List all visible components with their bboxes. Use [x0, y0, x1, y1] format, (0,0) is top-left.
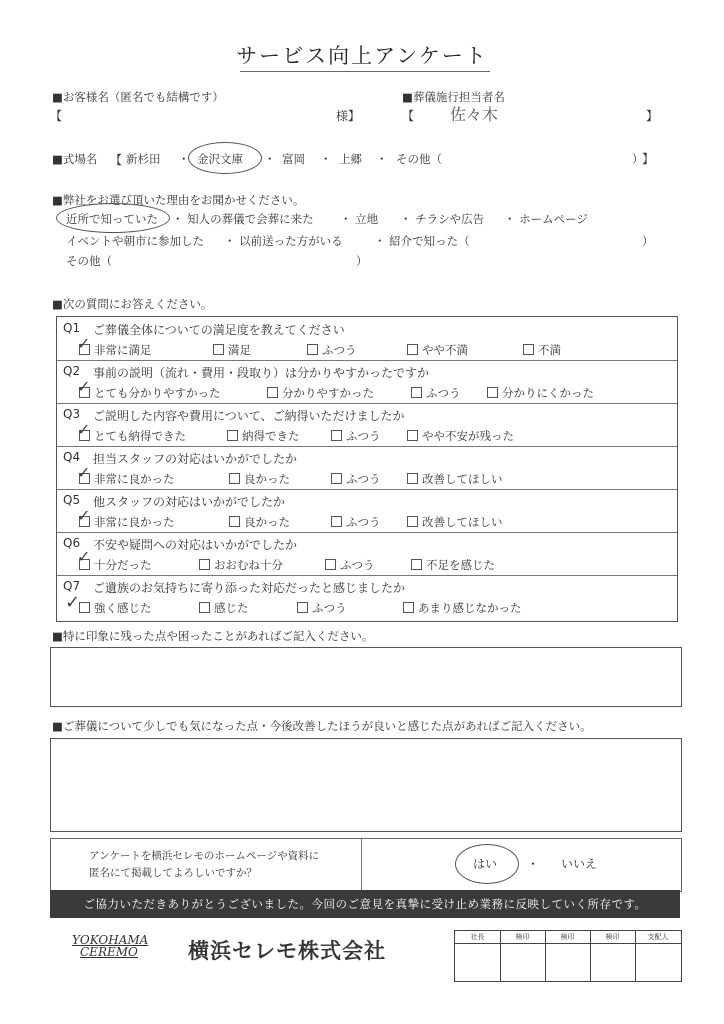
check-mark-icon: ✓: [65, 592, 81, 613]
impression-textarea[interactable]: [50, 647, 682, 707]
question-text: ご説明した内容や費用について、ご納得いただけましたか: [93, 409, 405, 423]
customer-name-suffix: 様】: [336, 109, 361, 123]
thanks-banner: ご協力いただきありがとうございました。今回のご意見を真摯に受け止め業務に反映していく所存です。: [50, 890, 680, 918]
logo-text-line1: YOKOHAMA: [72, 933, 149, 947]
stamp-header: 社長: [455, 931, 500, 944]
consent-no[interactable]: いいえ: [561, 857, 598, 871]
stamp-header: 検印: [545, 931, 590, 944]
q6-option-4[interactable]: 不足を感じた: [411, 557, 495, 573]
logo-text-line2: CEREMO: [80, 945, 138, 959]
question-text: 他スタッフの対応はいかがでしたか: [93, 495, 286, 509]
q2-option-4[interactable]: 分かりにくかった: [487, 385, 594, 401]
staff-name-open: 【: [402, 109, 415, 123]
row-divider: [57, 360, 677, 361]
venue-separator: ・: [320, 152, 332, 166]
title-underline: [240, 71, 490, 72]
consent-question-line2: 匿名にて掲載してよろしいですか？: [89, 867, 257, 879]
checkbox[interactable]: [229, 516, 240, 527]
question-number: Q1: [63, 321, 81, 335]
checkbox[interactable]: [199, 559, 210, 570]
q4-option-3[interactable]: ふつう: [331, 471, 381, 487]
venue-close: 】: [642, 152, 655, 166]
reason-flyer[interactable]: ・ チラシや広告: [400, 212, 485, 226]
checkbox[interactable]: [331, 516, 342, 527]
venue-open: 【: [110, 153, 123, 167]
venue-separator: ・: [264, 152, 276, 166]
improvement-textarea[interactable]: [50, 738, 682, 832]
staff-name-field[interactable]: 佐々木: [450, 105, 499, 124]
checkbox[interactable]: [407, 344, 418, 355]
checkbox[interactable]: [307, 344, 318, 355]
customer-name-field[interactable]: [70, 104, 330, 122]
question-number: Q3: [63, 407, 81, 421]
staff-name-label: ■葬儀施行担当者名: [402, 90, 505, 104]
checkbox[interactable]: [411, 387, 422, 398]
q2-option-1[interactable]: とても分かりやすかった: [79, 385, 221, 401]
q1-option-4[interactable]: やや不満: [407, 342, 468, 358]
reason-referral[interactable]: ・ 紹介で知った（: [374, 234, 470, 248]
q2-option-3[interactable]: ふつう: [411, 385, 461, 401]
venue-tomioka[interactable]: 富岡: [282, 152, 305, 166]
q7-option-3[interactable]: ふつう: [297, 600, 347, 616]
reason-acquaintance-funeral[interactable]: ・ 知人の葬儀で会葬に来た: [172, 212, 314, 226]
reason-label: ■弊社をお選び頂いた理由をお聞かせください。: [52, 193, 305, 207]
row-divider: [57, 575, 677, 576]
q3-option-1[interactable]: とても納得できた: [79, 428, 186, 444]
customer-name-open: 【: [50, 109, 63, 123]
check-mark-icon: ✓: [77, 334, 91, 353]
q4-option-1[interactable]: 非常に良かった: [79, 471, 175, 487]
consent-yes[interactable]: はい: [473, 857, 498, 871]
q6-option-1[interactable]: 十分だった: [79, 557, 152, 573]
consent-selected-circle: [455, 844, 519, 884]
row-divider: [57, 446, 677, 447]
stamp-header: 支配人: [635, 931, 681, 944]
reason-neighborhood[interactable]: 近所で知っていた: [66, 212, 158, 226]
checkbox[interactable]: [403, 602, 414, 613]
check-mark-icon: ✓: [77, 463, 91, 482]
checkbox[interactable]: [79, 602, 90, 613]
q1-option-5[interactable]: 不満: [523, 342, 561, 358]
checkbox[interactable]: [331, 430, 342, 441]
q3-option-2[interactable]: 納得できた: [227, 428, 300, 444]
row-divider: [57, 532, 677, 533]
checkbox[interactable]: [523, 344, 534, 355]
venue-other[interactable]: その他（: [396, 152, 442, 166]
venue-label: ■式場名: [52, 152, 98, 166]
q1-option-3[interactable]: ふつう: [307, 342, 357, 358]
check-mark-icon: ✓: [77, 420, 91, 439]
question-text: 不安や疑問への対応はいかがでしたか: [93, 538, 298, 552]
row-divider: [57, 403, 677, 404]
q5-option-3[interactable]: ふつう: [331, 514, 381, 530]
check-mark-icon: ✓: [77, 506, 91, 525]
q6-option-3[interactable]: ふつう: [325, 557, 375, 573]
checkbox[interactable]: [407, 516, 418, 527]
consent-divider: [361, 839, 362, 891]
q5-option-4[interactable]: 改善してほしい: [407, 514, 503, 530]
question-text: 事前の説明（流れ・費用・段取り）は分かりやすかったですか: [93, 366, 430, 380]
q4-option-4[interactable]: 改善してほしい: [407, 471, 503, 487]
checkbox[interactable]: [213, 344, 224, 355]
reason-selected-circle: [56, 203, 170, 233]
q7-option-4[interactable]: あまり感じなかった: [403, 600, 522, 616]
customer-name-label: ■お客様名（匿名でも結構です）: [52, 90, 224, 104]
q3-option-3[interactable]: ふつう: [331, 428, 381, 444]
stamp-header: 検印: [590, 931, 635, 944]
impression-label: ■特に印象に残った点や困ったことがあればご記入ください。: [52, 629, 374, 643]
question-number: Q2: [63, 364, 81, 378]
checkbox[interactable]: [267, 387, 278, 398]
q1-option-2[interactable]: 満足: [213, 342, 251, 358]
approval-stamp-table: [454, 930, 682, 982]
questions-label: ■次の質問にお答えください。: [52, 297, 213, 311]
stamp-header: 検印: [500, 931, 545, 944]
improvement-label: ■ご葬儀について少しでも気になった点・今後改善したほうが良いと感じた点があればご記入ください。: [52, 719, 592, 733]
q7-option-2[interactable]: 感じた: [199, 600, 249, 616]
page-title: サービス向上アンケート: [236, 44, 488, 68]
reason-referral-close: ）: [642, 234, 654, 248]
venue-separator: ・: [376, 152, 388, 166]
reason-other-close: ）: [356, 254, 368, 268]
question-text: ご葬儀全体についての満足度を教えてください: [93, 323, 345, 337]
staff-name-close: 】: [646, 109, 659, 123]
venue-kamigo[interactable]: 上郷: [339, 152, 362, 166]
q1-option-1[interactable]: 非常に満足: [79, 342, 152, 358]
venue-separator: ・: [178, 152, 190, 166]
reason-location[interactable]: ・ 立地: [340, 212, 379, 226]
q2-option-2[interactable]: 分かりやすかった: [267, 385, 374, 401]
check-mark-icon: ✓: [77, 377, 91, 396]
question-number: Q7: [63, 579, 81, 593]
q4-option-2[interactable]: 良かった: [229, 471, 290, 487]
q7-option-1[interactable]: 強く感じた: [79, 600, 152, 616]
checkbox[interactable]: [411, 559, 422, 570]
consent-separator: ・: [527, 857, 540, 871]
reason-previous[interactable]: ・ 以前送った方がいる: [224, 234, 343, 248]
row-divider: [57, 489, 677, 490]
reason-other[interactable]: その他（: [66, 254, 112, 268]
checkbox[interactable]: [227, 430, 238, 441]
checkbox[interactable]: [229, 473, 240, 484]
check-mark-icon: ✓: [77, 547, 91, 566]
venue-kanazawabunko[interactable]: 金沢文庫: [197, 152, 243, 166]
checkbox[interactable]: [407, 430, 418, 441]
q3-option-4[interactable]: やや不安が残った: [407, 428, 514, 444]
checkbox[interactable]: [297, 602, 308, 613]
reason-event[interactable]: イベントや朝市に参加した: [66, 234, 204, 248]
q6-option-2[interactable]: おおむね十分: [199, 557, 283, 573]
checkbox[interactable]: [199, 602, 210, 613]
question-number: Q6: [63, 536, 81, 550]
checkbox[interactable]: [325, 559, 336, 570]
checkbox[interactable]: [407, 473, 418, 484]
venue-other-close: ）: [632, 152, 644, 166]
checkbox[interactable]: [331, 473, 342, 484]
question-text: ご遺族のお気持ちに寄り添った対応だったと感じましたか: [93, 581, 406, 595]
q5-option-2[interactable]: 良かった: [229, 514, 290, 530]
question-number: Q5: [63, 493, 81, 507]
publish-consent-box: [50, 838, 682, 892]
company-logo: [72, 934, 148, 958]
question-text: 担当スタッフの対応はいかがでしたか: [93, 452, 298, 466]
venue-selected-circle: [188, 142, 262, 174]
q5-option-1[interactable]: 非常に良かった: [79, 514, 175, 530]
question-number: Q4: [63, 450, 81, 464]
questions-table: [56, 316, 678, 622]
venue-shinsugita[interactable]: 新杉田: [126, 152, 161, 166]
checkbox[interactable]: [487, 387, 498, 398]
reason-homepage[interactable]: ・ ホームページ: [504, 212, 588, 226]
consent-question-line1: アンケートを横浜セレモのホームページや資料に: [89, 850, 320, 862]
company-name: 横浜セレモ株式会社: [188, 939, 386, 963]
